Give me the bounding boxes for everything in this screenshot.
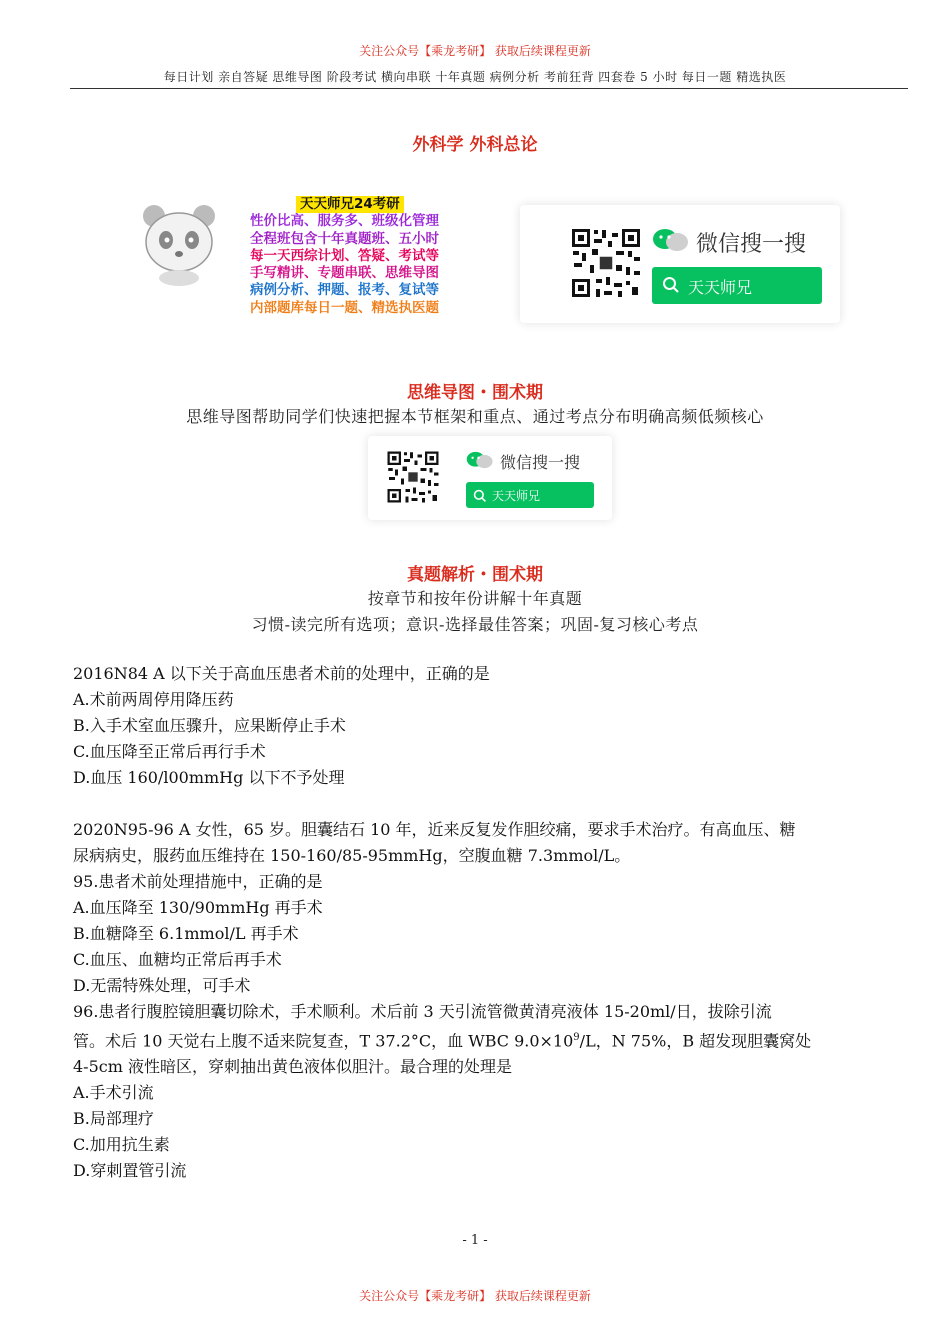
wechat-search-query: 天天师兄 bbox=[492, 489, 541, 503]
page-number: - 1 - bbox=[462, 1233, 488, 1248]
promo-line: 手写精讲、专题串联、思维导图 bbox=[250, 265, 439, 282]
option: B.局部理疗 bbox=[73, 1109, 154, 1129]
option: C.加用抗生素 bbox=[73, 1135, 170, 1155]
feature-nav-line: 每日计划 亲自答疑 思维导图 阶段考试 横向串联 十年真题 病例分析 考前狂背 四套卷 5 小时 每日一题 精选执医 bbox=[163, 70, 787, 84]
option: C.血压降至正常后再行手术 bbox=[73, 742, 266, 761]
search-icon bbox=[473, 488, 487, 502]
question-stem: 96.患者行腹腔镜胆囊切除术，手术顺利。术后前 3 天引流管微黄清亮液体 15-20ml/日，拔除引流 bbox=[73, 1002, 772, 1021]
header-divider bbox=[70, 88, 908, 89]
top-promo-note: 关注公众号【乘龙考研】 获取后续课程更新 bbox=[359, 44, 591, 58]
promo-line: 性价比高、服务多、班级化管理 bbox=[250, 213, 439, 230]
analysis-subtitle-1: 按章节和按年份讲解十年真题 bbox=[367, 589, 583, 608]
bottom-promo-note: 关注公众号【乘龙考研】 获取后续课程更新 bbox=[359, 1289, 591, 1303]
question-stem: 95.患者术前处理措施中，正确的是 bbox=[73, 872, 323, 891]
question-stem-line: 4-5cm 液性暗区，穿刺抽出黄色液体似胆汁。最合理的处理是 bbox=[73, 1057, 512, 1077]
option: A.术前两周停用降压药 bbox=[73, 690, 234, 709]
promo-line: 内部题库每日一题、精选执医题 bbox=[250, 299, 439, 316]
promo-line: 每一天西综计划、答疑、考试等 bbox=[250, 247, 439, 264]
question-stem: 2016N84 A 以下关于高血压患者术前的处理中，正确的是 bbox=[73, 664, 490, 683]
wechat-search-query: 天天师兄 bbox=[688, 278, 753, 297]
question-block bbox=[73, 661, 913, 1184]
wechat-search-button[interactable] bbox=[652, 267, 822, 304]
page-title: 外科学 外科总论 bbox=[412, 135, 538, 155]
promo-text-block bbox=[250, 196, 439, 317]
stem-text: /L，N 75%，B 超发现胆囊窝处 bbox=[579, 1031, 812, 1051]
superscript: 9 bbox=[573, 1032, 580, 1043]
wechat-search-card-small[interactable] bbox=[368, 436, 612, 520]
option: B.血糖降至 6.1mmol/L 再手术 bbox=[73, 924, 299, 943]
qr-code-icon bbox=[386, 450, 440, 504]
promo-heading: 天天师兄24考研 bbox=[296, 196, 404, 213]
wechat-search-icon bbox=[466, 450, 494, 470]
mindmap-section-title: 思维导图・围术期 bbox=[407, 383, 543, 403]
panda-icon bbox=[136, 200, 222, 286]
panda-mascot bbox=[136, 200, 222, 286]
analysis-section-title: 真题解析・围术期 bbox=[407, 565, 543, 585]
search-icon bbox=[662, 276, 680, 294]
case-text: 2020N95-96 A 女性，65 岁。胆囊结石 10 年，近来反复发作胆绞痛，要求手术治疗。有高血压、糖 bbox=[73, 820, 796, 839]
wechat-search-card[interactable] bbox=[520, 205, 840, 323]
wechat-search-label: 微信搜一搜 bbox=[500, 453, 581, 472]
option: A.血压降至 130/90mmHg 再手术 bbox=[73, 898, 323, 917]
option: D.无需特殊处理，可手术 bbox=[73, 976, 251, 995]
option: B.入手术室血压骤升，应果断停止手术 bbox=[73, 716, 346, 735]
option: A.手术引流 bbox=[73, 1083, 154, 1103]
promo-line: 全程班包含十年真题班、五小时 bbox=[250, 230, 439, 247]
option: D.穿刺置管引流 bbox=[73, 1161, 187, 1181]
qr-code-icon bbox=[570, 227, 642, 299]
mindmap-section-subtitle: 思维导图帮助同学们快速把握本节框架和重点、通过考点分布明确高频低频核心 bbox=[186, 407, 764, 426]
option: C.血压、血糖均正常后再手术 bbox=[73, 950, 282, 969]
wechat-search-icon bbox=[652, 227, 690, 253]
wechat-search-button[interactable] bbox=[466, 482, 594, 508]
option: D.血压 160/l00mmHg 以下不予处理 bbox=[73, 768, 345, 787]
promo-line: 病例分析、押题、报考、复试等 bbox=[250, 282, 439, 299]
analysis-subtitle-2: 习惯-读完所有选项；意识-选择最佳答案；巩固-复习核心考点 bbox=[251, 615, 699, 634]
wechat-search-label: 微信搜一搜 bbox=[696, 232, 807, 257]
case-text: 尿病病史，服药血压维持在 150-160/85-95mmHg，空腹血糖 7.3mmol/L。 bbox=[73, 846, 631, 865]
question-stem-line bbox=[73, 1025, 913, 1054]
stem-text: 管。术后 10 天觉右上腹不适来院复查，T 37.2°C，血 WBC 9.0×10 bbox=[73, 1031, 574, 1051]
